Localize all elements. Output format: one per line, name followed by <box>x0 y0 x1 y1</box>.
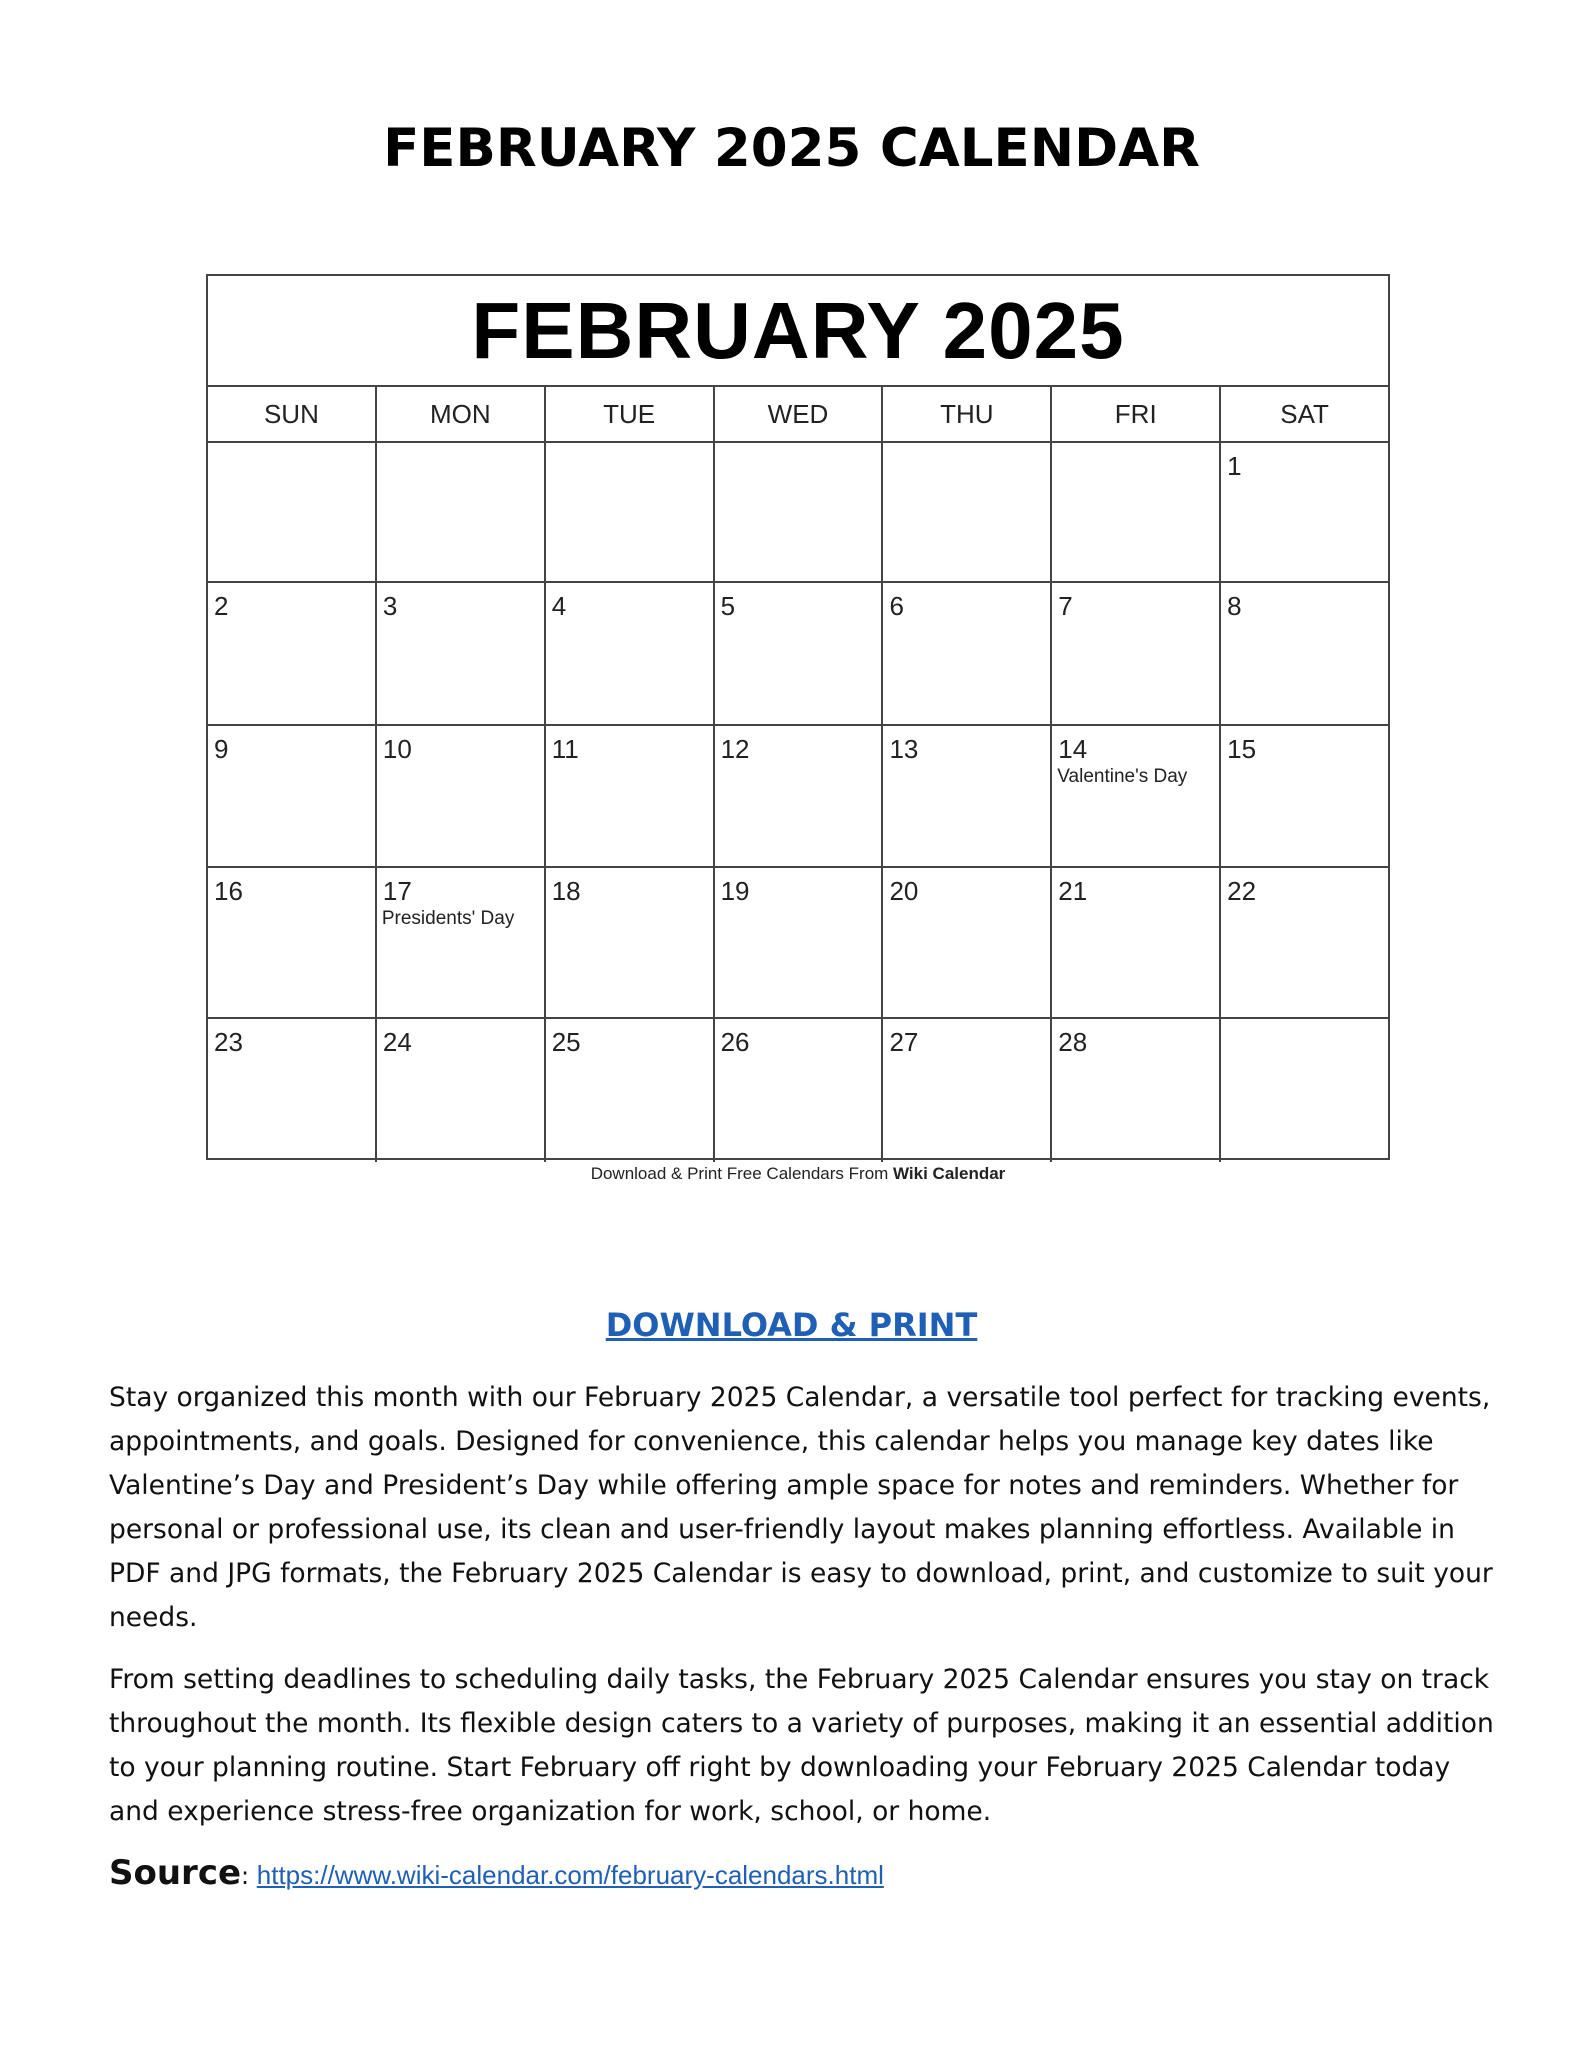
day-number: 13 <box>889 734 919 764</box>
calendar-day-cell <box>1052 726 1221 866</box>
day-number: 16 <box>214 876 243 906</box>
calendar-day-cell <box>546 583 715 724</box>
credit-brand: Wiki Calendar <box>893 1164 1006 1183</box>
calendar-day-cell <box>715 583 884 724</box>
calendar-week-row <box>208 443 1388 583</box>
body-paragraph-2: From setting deadlines to scheduling daily tasks, the February 2025 Calendar ensures you stay on track throughout the month. Its flexible design caters to a variety of purposes, making it an essential addition to your planning routine. Start February off right by downloading your February 2025 Calendar today and experience stress-free organization for work, school, or home. <box>109 1664 1494 1827</box>
weekday-fri: FRI <box>1052 387 1221 441</box>
calendar-day-cell <box>208 1019 377 1162</box>
weekday-sun: SUN <box>208 387 377 441</box>
weekday-tue: TUE <box>546 387 715 441</box>
calendar-day-cell <box>1221 1019 1388 1162</box>
calendar-day-cell <box>1221 868 1388 1017</box>
calendar-day-cell <box>1052 443 1221 581</box>
calendar-week-row <box>208 583 1388 726</box>
day-number: 26 <box>720 1027 750 1057</box>
calendar-image <box>206 274 1390 1160</box>
source-separator: : <box>241 1862 257 1890</box>
day-number: 7 <box>1058 591 1073 621</box>
calendar-day-cell <box>377 443 546 581</box>
weekday-wed: WED <box>715 387 884 441</box>
day-number: 22 <box>1227 876 1257 906</box>
calendar-week-row <box>208 868 1388 1019</box>
holiday-label: Valentine's Day <box>1057 766 1188 787</box>
calendar-day-cell <box>1052 1019 1221 1162</box>
day-number: 24 <box>382 1027 412 1057</box>
calendar-grid <box>208 443 1388 1162</box>
day-number: 1 <box>1227 451 1242 481</box>
page-title: FEBRUARY 2025 CALENDAR <box>383 118 1200 179</box>
calendar-day-cell <box>377 726 546 866</box>
weekday-sat: SAT <box>1280 398 1329 429</box>
calendar-day-cell <box>1221 583 1388 724</box>
calendar-day-cell <box>715 1019 884 1162</box>
calendar-day-cell <box>883 583 1052 724</box>
calendar-day-cell <box>546 443 715 581</box>
day-number: 20 <box>889 876 919 906</box>
source-url-link[interactable]: https://www.wiki-calendar.com/february-calendars.html <box>256 1860 884 1890</box>
day-number: 12 <box>720 734 750 764</box>
calendar-day-cell <box>715 443 884 581</box>
calendar-day-cell <box>546 868 715 1017</box>
day-number: 8 <box>1227 591 1242 621</box>
day-number: 9 <box>214 734 229 764</box>
calendar-day-cell <box>715 726 884 866</box>
calendar-day-cell <box>546 726 715 866</box>
source-label: Source <box>109 1853 242 1893</box>
calendar-day-cell <box>1221 443 1388 581</box>
calendar-day-cell <box>377 868 546 1017</box>
day-number: 5 <box>720 591 736 621</box>
calendar-day-cell <box>883 443 1052 581</box>
holiday-label: Presidents' Day <box>381 908 515 929</box>
day-number: 4 <box>551 591 567 621</box>
weekday-thu: THU <box>883 387 1052 441</box>
day-number: 18 <box>551 876 581 906</box>
source-line <box>109 1853 884 1893</box>
calendar-day-cell <box>1221 726 1388 866</box>
day-number: 2 <box>214 591 229 621</box>
day-number: 23 <box>214 1027 243 1057</box>
day-number: 10 <box>382 734 412 764</box>
calendar-day-cell <box>715 868 884 1017</box>
calendar-day-cell <box>377 1019 546 1162</box>
download-print-link[interactable]: DOWNLOAD & PRINT <box>605 1306 978 1344</box>
calendar-credit <box>206 1164 1390 1184</box>
weekday-mon: MON <box>377 387 546 441</box>
day-number: 3 <box>382 591 398 621</box>
calendar-day-cell <box>883 868 1052 1017</box>
day-number: 14 <box>1058 734 1088 764</box>
calendar-day-cell <box>883 1019 1052 1162</box>
calendar-month-title: FEBRUARY 2025 <box>208 276 1388 387</box>
calendar-day-cell <box>208 583 377 724</box>
day-number: 19 <box>720 876 750 906</box>
day-number: 6 <box>889 591 904 621</box>
day-number: 28 <box>1058 1027 1088 1057</box>
day-number: 21 <box>1058 876 1088 906</box>
day-number: 15 <box>1227 734 1257 764</box>
calendar-day-cell <box>208 726 377 866</box>
calendar-day-cell <box>883 726 1052 866</box>
weekday-header-row <box>208 387 1388 443</box>
credit-text: Download & Print Free Calendars From <box>590 1164 894 1183</box>
day-number: 11 <box>551 734 579 764</box>
calendar-day-cell <box>1052 868 1221 1017</box>
calendar-day-cell <box>546 1019 715 1162</box>
calendar-day-cell <box>1052 583 1221 724</box>
day-number: 25 <box>551 1027 581 1057</box>
calendar-week-row <box>208 1019 1388 1162</box>
calendar-day-cell <box>377 583 546 724</box>
calendar-day-cell <box>208 868 377 1017</box>
calendar-day-cell <box>208 443 377 581</box>
day-number: 27 <box>889 1027 919 1057</box>
calendar-week-row <box>208 726 1388 868</box>
body-paragraph-1: Stay organized this month with our February 2025 Calendar, a versatile tool perfect for tracking events, appointments, and goals. Designed for convenience, this calendar helps you manage key dates like Valentine’s Day and President’s Day while offering ample space for notes and reminders. Whether for personal or professional use, its clean and user-friendly layout makes planning effortless. Available in PDF and JPG formats, the February 2025 Calendar is easy to download, print, and customize to suit your needs. <box>109 1382 1493 1633</box>
day-number: 17 <box>382 876 412 906</box>
